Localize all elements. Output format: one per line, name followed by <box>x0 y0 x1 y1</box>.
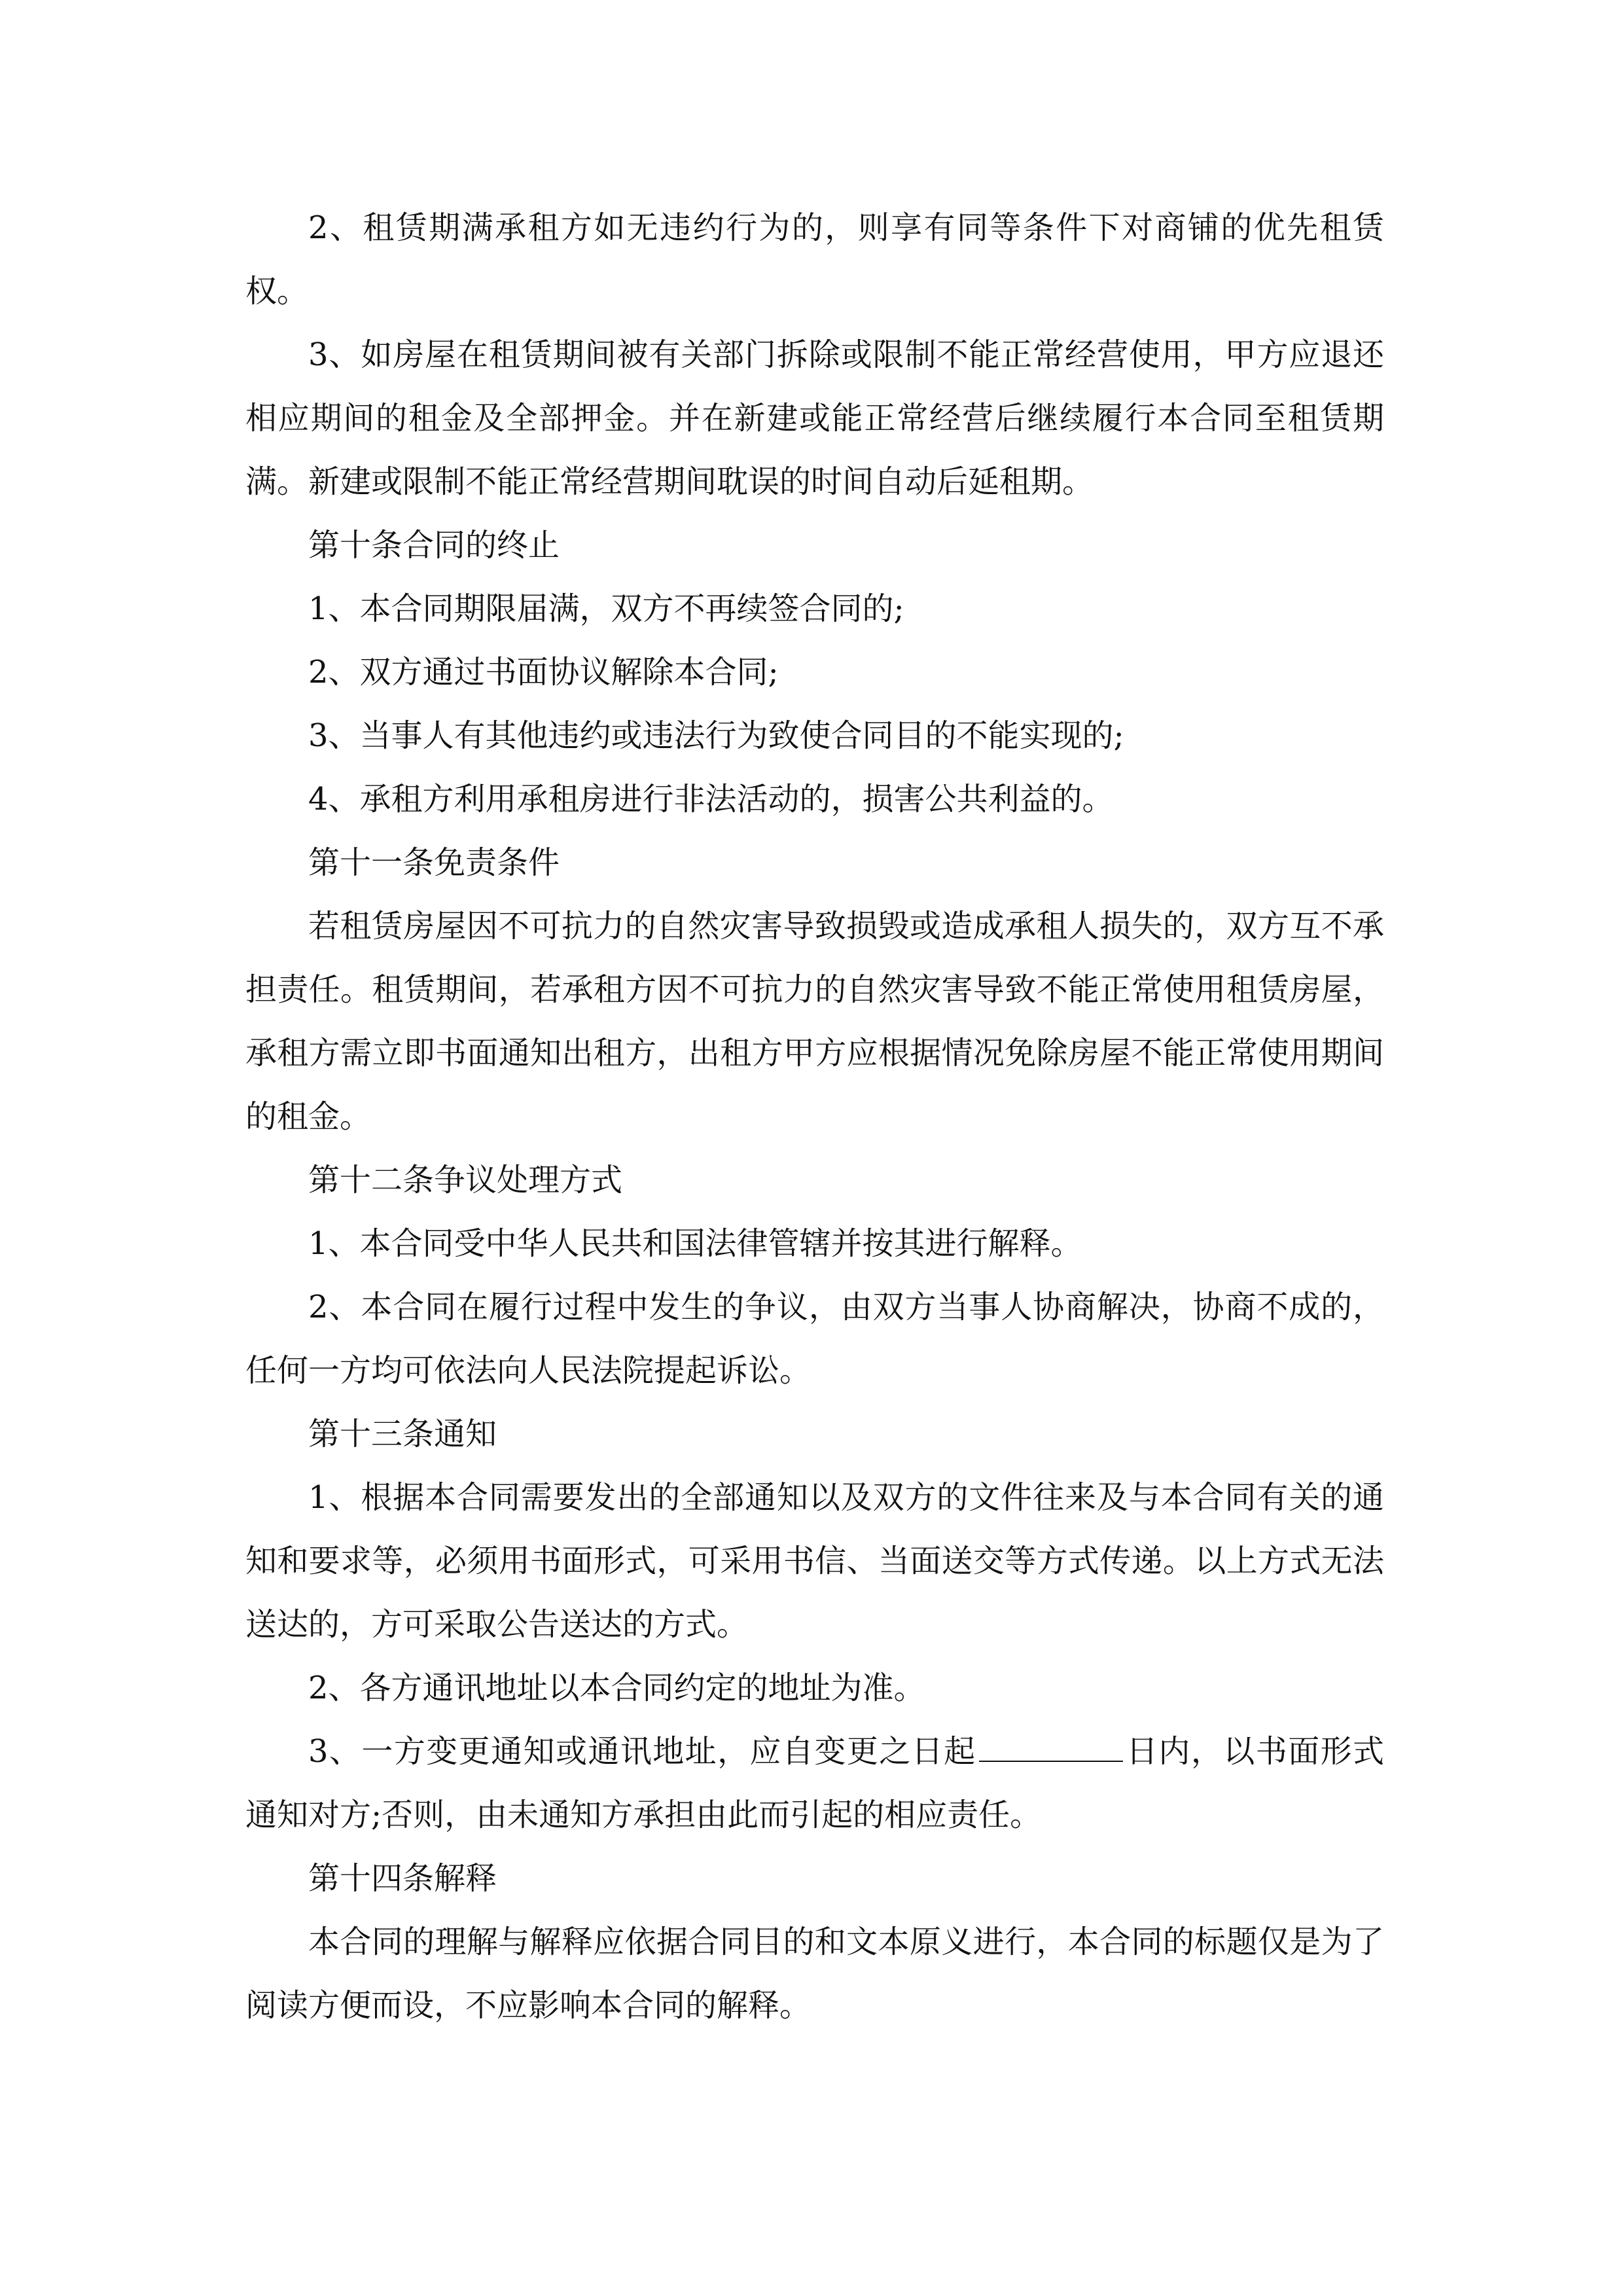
clause-10-item-3: 3、当事人有其他违约或违法行为致使合同目的不能实现的; <box>308 717 1124 754</box>
clause-13-item-2: 2、各方通讯地址以本合同约定的地址为准。 <box>308 1670 925 1706</box>
heading-clause-11: 第十一条免责条件 <box>308 844 560 881</box>
heading-clause-10: 第十条合同的终止 <box>308 527 560 564</box>
clause-12-item-2: 2、本合同在履行过程中发生的争议，由双方当事人协商解决，协商不成的，任何一方均可依法向人民法院提起诉讼。 <box>245 1289 1384 1389</box>
clause-10-item-4: 4、承租方利用承租房进行非法活动的，损害公共利益的。 <box>308 781 1114 817</box>
heading-clause-12: 第十二条争议处理方式 <box>308 1162 623 1198</box>
clause-9-item-2: 2、租赁期满承租方如无违约行为的，则享有同等条件下对商铺的优先租赁权。 <box>245 209 1384 310</box>
clause-13-item-1: 1、根据本合同需要发出的全部通知以及双方的文件往来及与本合同有关的通知和要求等，必须用书面形式，可采用书信、当面送交等方式传递。以上方式无法送达的，方可采取公告送达的方式。 <box>245 1479 1384 1643</box>
clause-10-item-2: 2、双方通过书面协议解除本合同; <box>308 654 779 691</box>
clause-13-item-3 <box>245 1720 1384 1847</box>
clause-13-item-3-end: 日内，以书面形式通知对方;否则，由未通知方承担由此而引起的相应责任。 <box>245 1733 1384 1833</box>
clause-14-text: 本合同的理解与解释应依据合同目的和文本原义进行，本合同的标题仅是为了阅读方便而设，不应影响本合同的解释。 <box>245 1924 1384 2024</box>
clause-13-item-3-start: 3、一方变更通知或通讯地址，应自变更之日起 <box>308 1733 976 1770</box>
fill-in-blank-days <box>979 1760 1123 1762</box>
clause-12-item-1: 1、本合同受中华人民共和国法律管辖并按其进行解释。 <box>308 1225 1082 1262</box>
heading-clause-14: 第十四条解释 <box>308 1860 497 1897</box>
clause-10-item-1: 1、本合同期限届满，双方不再续签合同的; <box>308 590 904 627</box>
clause-9-item-3: 3、如房屋在租赁期间被有关部门拆除或限制不能正常经营使用，甲方应退还相应期间的租金及全部押金。并在新建或能正常经营后继续履行本合同至租赁期满。新建或限制不能正常经营期间耽误的时间自动后延租期。 <box>245 336 1384 500</box>
clause-11-text: 若租赁房屋因不可抗力的自然灾害导致损毁或造成承租人损失的，双方互不承担责任。租赁期间，若承租方因不可抗力的自然灾害导致不能正常使用租赁房屋，承租方需立即书面通知出租方，出租方甲方应根据情况免除房屋不能正常使用期间的租金。 <box>245 908 1384 1135</box>
heading-clause-13: 第十三条通知 <box>308 1416 497 1452</box>
document-body <box>245 196 1384 2037</box>
